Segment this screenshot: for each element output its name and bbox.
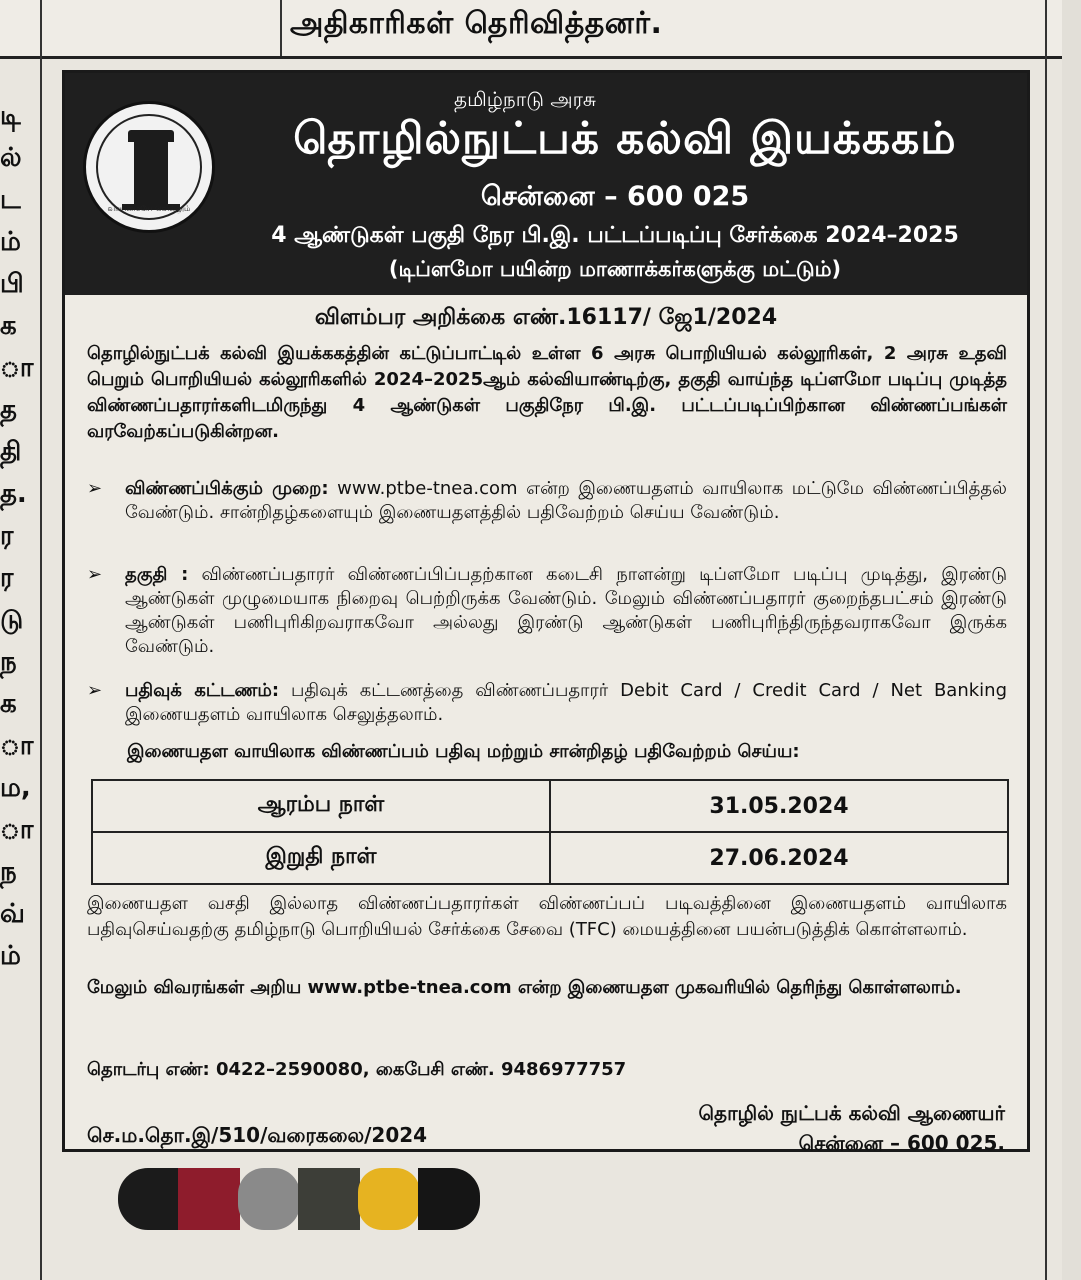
tamil-nadu-emblem [83, 101, 215, 233]
contact-line: தொடர்பு எண்: 0422–2590080, கைபேசி எண். 9486977757 [87, 1059, 627, 1080]
arrow-icon: ➢ [87, 478, 103, 499]
column-divider-right [1045, 0, 1047, 1280]
column-fragment: ர [0, 563, 14, 593]
column-fragment: ா [0, 731, 34, 761]
column-fragment: ா [0, 815, 34, 845]
eligibility-note: (டிப்ளமோ பயின்ற மாணாக்கர்களுக்கு மட்டும்) [388, 257, 842, 281]
column-fragment: த. [0, 479, 27, 509]
start-date-label: ஆரம்ப நாள் [92, 780, 550, 832]
newspaper-top-line: அதிகாரிகள் தெரிவித்தனர். [290, 6, 663, 41]
column-fragment: த [0, 395, 17, 425]
signatory-title: தொழில் நுட்பக் கல்வி ஆணையர் [698, 1101, 1005, 1125]
bullet-application-method [87, 477, 1007, 525]
bullet-key: பதிவுக் கட்டணம்: [125, 680, 280, 701]
column-fragment: பி [0, 269, 24, 299]
column-fragment: ம் [0, 941, 21, 971]
top-divider [0, 56, 1081, 59]
column-fragment: ம் [0, 227, 21, 257]
color-swatch [118, 1168, 180, 1230]
column-fragment: டி [0, 101, 21, 131]
column-fragment: ம, [0, 773, 31, 803]
department-city: சென்னை – 600 025 [480, 181, 750, 212]
online-registration-heading: இணையதள வாயிலாக விண்ணப்பம் பதிவு மற்றும் சான்றிதழ் பதிவேற்றம் செய்ய: [127, 741, 800, 762]
column-fragment: ட [0, 185, 21, 215]
intro-paragraph: தொழில்நுட்பக் கல்வி இயக்ககத்தின் கட்டுப்பாட்டில் உள்ள 6 அரசு பொறியியல் கல்லூரிகள், 2 அரசு உதவி பெறும் பொறியியல் கல்லூரிகளில் 2024–2025ஆம் கல்வியாண்டிற்கு, தகுதி வாய்ந்த டிப்ளமோ படிப்பு முடித்த விண்ணப்பதாரர்களிடமிருந்து 4 ஆண்டுகள் பகுதிநேர பி.இ. பட்டப்படிப்பிற்கான விண்ணப்பங்கள் வரவேற்கப்படுகின்றன. [87, 343, 1007, 442]
column-fragment: க [0, 311, 17, 341]
table-row [92, 832, 1008, 884]
column-fragment: ந [0, 857, 17, 887]
column-fragment: க [0, 689, 17, 719]
signatory-city: சென்னை – 600 025. [798, 1131, 1005, 1155]
bullet-text: விண்ணப்பதாரர் விண்ணப்பிப்பதற்கான கடைசி நாளன்று டிப்ளமோ படிப்பு முடித்து, இரண்டு ஆண்டுகள் முழுமையாக நிறைவு பெற்றிருக்க வேண்டும். மேலும் விண்ணப்பதாரர் குறைந்தபட்சம் இரண்டு ஆண்டுகள் பணிபுரிகிறவராகவோ அல்லது இரண்டு ஆண்டுகள் பணிபுரிந்திருந்தவராகவோ இருக்க வேண்டும். [125, 564, 1008, 657]
color-swatch [238, 1168, 300, 1230]
end-date-label: இறுதி நாள் [92, 832, 550, 884]
left-column-fragments [0, 95, 34, 1115]
bullet-eligibility [87, 563, 1007, 659]
column-fragment: தி [0, 437, 22, 467]
advertisement [62, 70, 1030, 1155]
ad-header [65, 73, 1027, 295]
course-title: 4 ஆண்டுகள் பகுதி நேர பி.இ. பட்டப்படிப்பு சேர்க்கை 2024–2025 [271, 223, 959, 248]
bullet-registration-fee [87, 679, 1007, 727]
reference-number: செ.ம.தொ.இ/510/வரைகலை/2024 [87, 1123, 428, 1147]
column-fragment: ா [0, 353, 34, 383]
bullet-text: www.ptbe-tnea.com என்ற இணையதளம் வாயிலாக மட்டுமே விண்ணப்பித்தல் வேண்டும். சான்றிதழ்களையும் இணையதளத்தில் பதிவேற்றம் செய்ய வேண்டும். [125, 478, 1007, 523]
dates-table [91, 779, 1009, 885]
table-row [92, 780, 1008, 832]
color-swatch [178, 1168, 240, 1230]
column-fragment: ந [0, 647, 17, 677]
bullet-key: விண்ணப்பிக்கும் முறை: [125, 478, 329, 499]
newspaper-top-strip [0, 0, 1081, 56]
column-fragment: ர [0, 521, 14, 551]
start-date-value: 31.05.2024 [550, 780, 1008, 832]
notice-number: விளம்பர அறிக்கை எண்.16117/ ஜே1/2024 [314, 305, 778, 330]
department-title: தொழில்நுட்பக் கல்வி இயக்ககம் [293, 113, 957, 164]
government-label: தமிழ்நாடு அரசு [454, 87, 596, 111]
color-calibration-bar [118, 1168, 478, 1230]
bullet-key: தகுதி : [125, 564, 189, 585]
arrow-icon: ➢ [87, 564, 103, 585]
column-fragment: டு [0, 605, 24, 635]
color-swatch [418, 1168, 480, 1230]
column-fragment: வ் [0, 899, 25, 929]
column-divider-top [280, 0, 282, 56]
column-fragment: ல் [0, 143, 22, 173]
emblem-caption: வாய்மையே வெல்லும் [107, 204, 191, 213]
column-divider-left [40, 0, 42, 1280]
tfc-paragraph: இணையதள வசதி இல்லாத விண்ணப்பதாரர்கள் விண்ணப்பப் படிவத்தினை இணையதளம் வாயிலாக பதிவுசெய்வதற்கு தமிழ்நாடு பொறியியல் சேர்க்கை சேவை (TFC) மையத்தினை பயன்படுத்திக் கொள்ளலாம். [87, 893, 1007, 940]
color-swatch [298, 1168, 360, 1230]
end-date-value: 27.06.2024 [550, 832, 1008, 884]
color-swatch [358, 1168, 420, 1230]
more-info-paragraph: மேலும் விவரங்கள் அறிய www.ptbe-tnea.com என்ற இணையதள முகவரியில் தெரிந்து கொள்ளலாம். [87, 977, 962, 998]
arrow-icon: ➢ [87, 680, 103, 701]
bullet-text: பதிவுக் கட்டணத்தை விண்ணப்பதாரர் Debit Card / Credit Card / Net Banking இணையதளம் வாயிலாக செலுத்தலாம். [125, 680, 1007, 725]
right-column-margin [1062, 0, 1081, 1280]
temple-tower-icon [134, 140, 168, 206]
